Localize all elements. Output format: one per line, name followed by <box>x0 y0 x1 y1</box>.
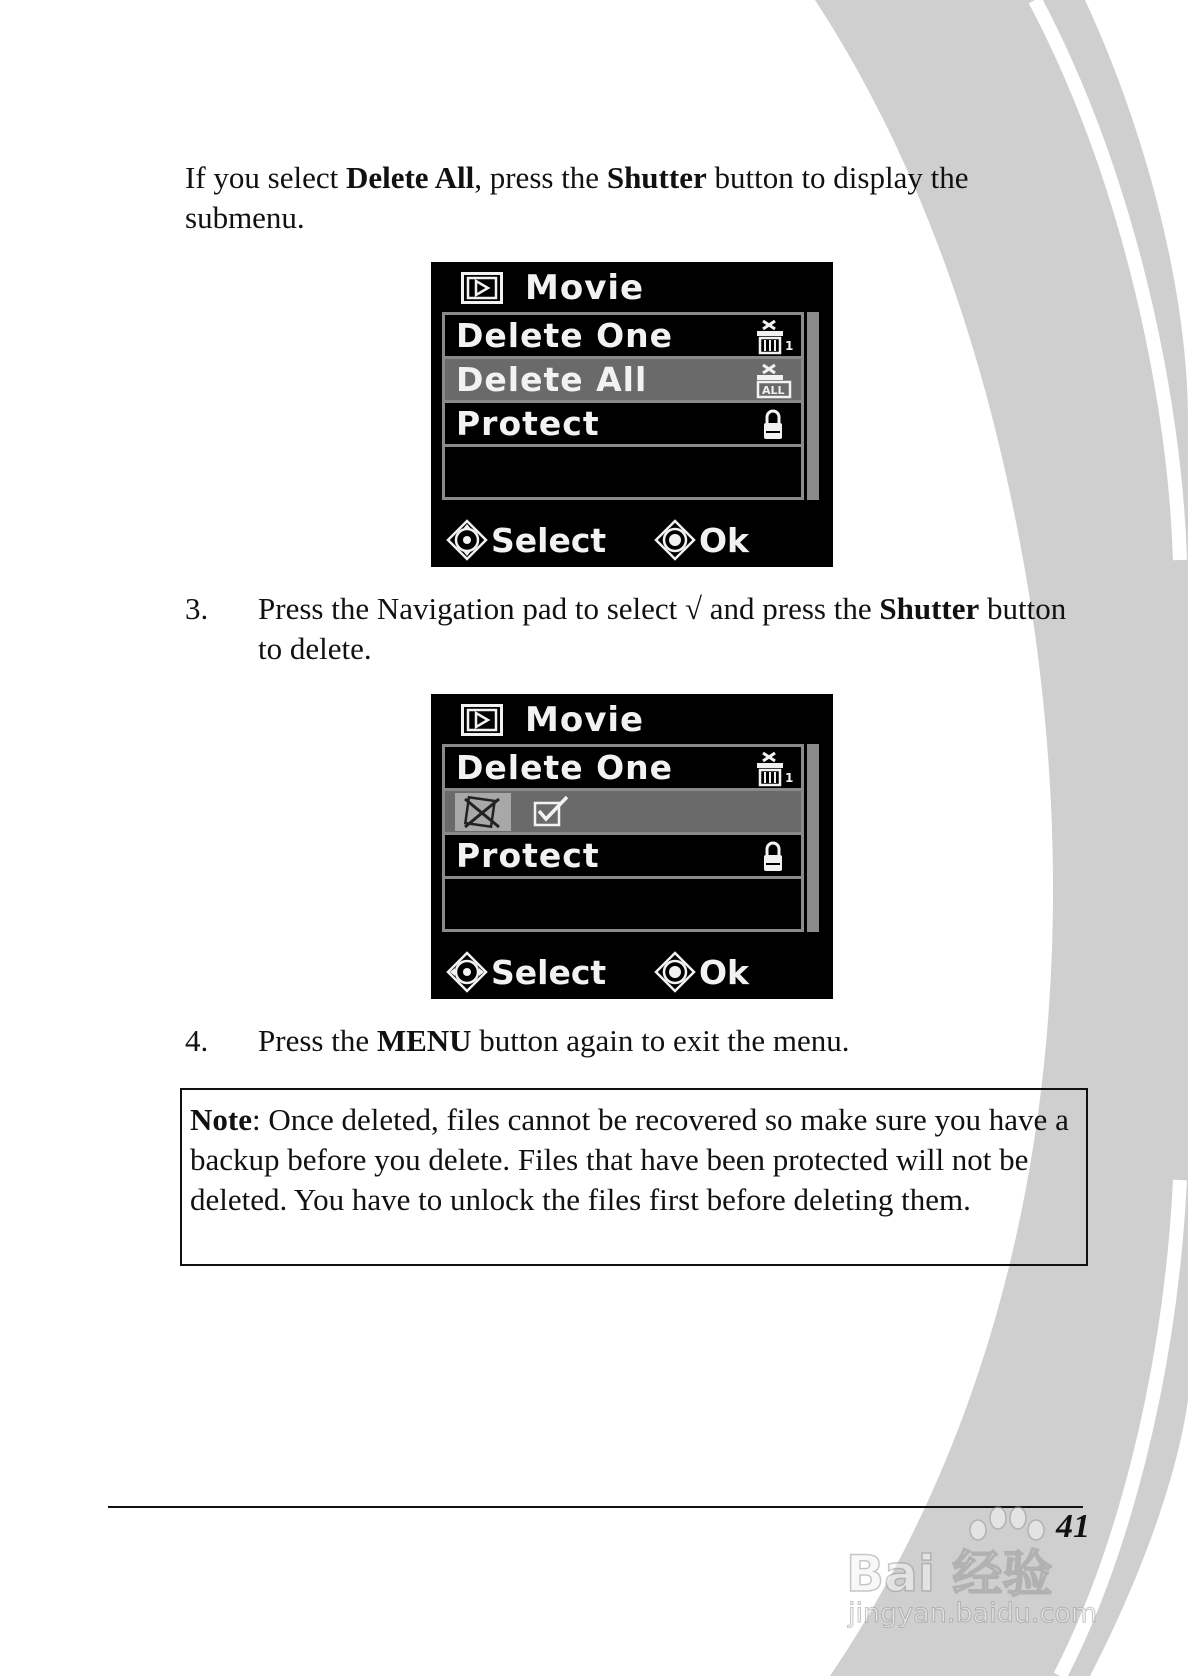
cancel-option[interactable] <box>455 793 511 831</box>
movie-playback-icon <box>461 704 503 736</box>
step-text <box>258 1021 1088 1061</box>
menu-item-delete-all[interactable] <box>445 359 801 403</box>
intro-paragraph <box>185 158 1085 238</box>
note-label: Note <box>190 1102 252 1137</box>
step-bold-menu: MENU <box>376 1023 472 1058</box>
intro-text: , press the <box>474 160 607 195</box>
ok-button-icon <box>653 518 697 562</box>
footer-ok-label: Ok <box>699 952 749 992</box>
navigation-pad-icon <box>445 950 489 994</box>
screen-title: Movie <box>525 268 645 308</box>
camera-screen-delete-all <box>431 262 833 567</box>
svg-text:1: 1 <box>785 771 793 785</box>
step-bold-shutter: Shutter <box>879 591 980 626</box>
menu-item-delete-one[interactable] <box>445 315 801 359</box>
svg-text:ALL: ALL <box>762 384 785 397</box>
screen-title-row <box>461 700 644 740</box>
menu-item-label: Protect <box>456 836 600 875</box>
footer-select-hint <box>445 518 606 562</box>
scrollbar[interactable] <box>807 744 819 932</box>
step-text <box>258 589 1088 669</box>
menu-item-label: Delete One <box>456 316 674 355</box>
menu-item-protect[interactable] <box>445 403 801 447</box>
note-box <box>180 1088 1088 1266</box>
movie-playback-icon <box>461 272 503 304</box>
step-text-part: Press the Navigation pad to select √ and press the <box>258 591 880 626</box>
baidu-watermark <box>840 1500 1120 1640</box>
confirm-option[interactable] <box>525 793 581 831</box>
step-number: 3. <box>185 591 209 626</box>
scrollbar[interactable] <box>807 312 819 500</box>
menu-item-label: Protect <box>456 404 600 443</box>
footer-select-label: Select <box>491 520 607 560</box>
menu-item-delete-one[interactable] <box>445 747 801 791</box>
trash-all-icon <box>753 363 793 399</box>
note-text: : Once deleted, files cannot be recovered so make sure you have a backup before you delete. Files that have been protected will not be deleted. You have to unlock the files first before deleting them. <box>190 1102 1069 1217</box>
intro-text: button to display the submenu. <box>185 160 969 235</box>
menu-item-label: Delete One <box>456 748 674 787</box>
menu-item-empty <box>445 447 801 491</box>
ok-button-icon <box>653 950 697 994</box>
cancel-icon <box>455 793 511 831</box>
camera-screen-confirm <box>431 694 833 999</box>
svg-text:1: 1 <box>785 339 793 353</box>
lock-icon <box>753 407 793 443</box>
lock-icon <box>753 839 793 875</box>
screen-title: Movie <box>525 700 645 740</box>
footer-ok-hint <box>653 950 749 994</box>
intro-bold-shutter: Shutter <box>606 160 707 195</box>
footer-select-hint <box>445 950 606 994</box>
watermark-url: jingyan.baidu.com <box>848 1598 1098 1629</box>
step-text-part: button again to exit the menu. <box>471 1023 850 1058</box>
intro-bold-delete-all: Delete All <box>345 160 475 195</box>
menu-item-delete-all-confirm <box>445 791 801 835</box>
footer-ok-hint <box>653 518 749 562</box>
check-icon <box>525 793 581 831</box>
intro-text: If you select <box>185 160 346 195</box>
trash-one-icon <box>753 319 793 355</box>
menu-item-empty <box>445 879 801 923</box>
menu-item-label: Delete All <box>456 360 648 399</box>
step-number: 4. <box>185 1023 209 1058</box>
trash-one-icon <box>753 751 793 787</box>
menu-item-protect[interactable] <box>445 835 801 879</box>
watermark-main-text: Bai 经验 <box>846 1545 1053 1603</box>
footer-select-label: Select <box>491 952 607 992</box>
navigation-pad-icon <box>445 518 489 562</box>
page-number: 41 <box>1056 1508 1090 1545</box>
footer-ok-label: Ok <box>699 520 749 560</box>
screen-title-row <box>461 268 644 308</box>
step-text-part: Press the <box>258 1023 377 1058</box>
step-text-part: button to delete. <box>258 591 1067 666</box>
menu-list <box>442 744 804 932</box>
menu-list <box>442 312 804 500</box>
